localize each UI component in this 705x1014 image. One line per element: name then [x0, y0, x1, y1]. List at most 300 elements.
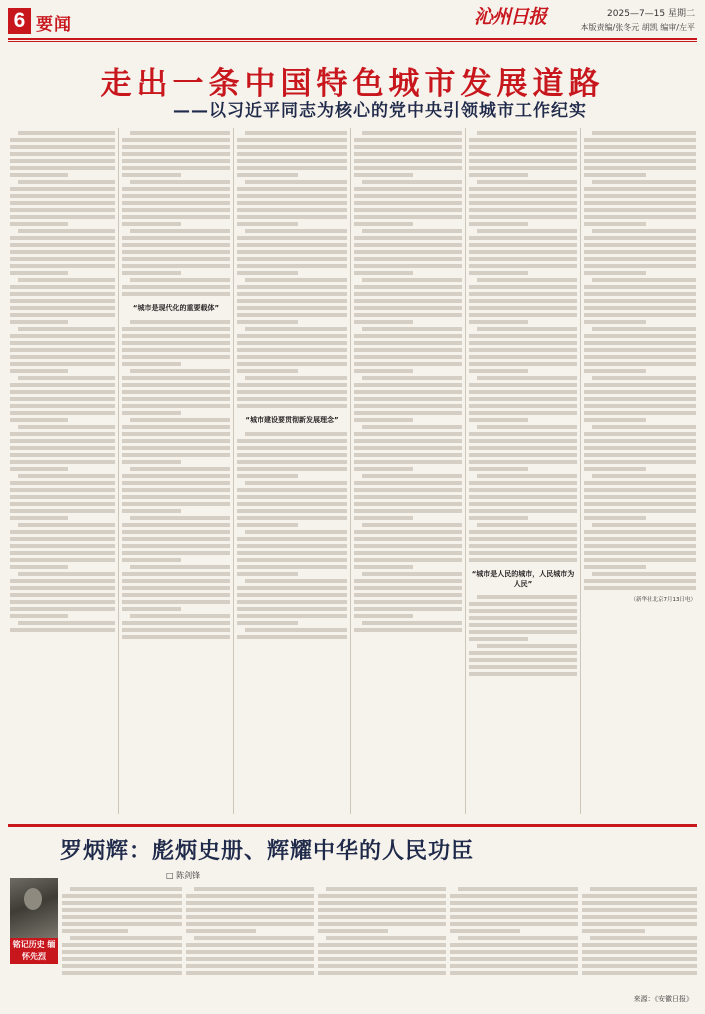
text-line	[354, 187, 462, 191]
text-line	[122, 208, 230, 212]
text-line	[122, 439, 230, 443]
text-line	[477, 474, 577, 478]
text-line	[10, 607, 115, 611]
text-line	[122, 404, 230, 408]
text-line	[584, 495, 696, 499]
text-line	[354, 614, 413, 618]
text-line	[237, 502, 347, 506]
text-line	[582, 894, 697, 898]
text-line	[354, 558, 462, 562]
text-line	[245, 432, 347, 436]
text-line	[10, 614, 68, 618]
text-line	[450, 950, 578, 954]
text-line	[62, 915, 182, 919]
text-line	[130, 565, 230, 569]
text-line	[122, 607, 181, 611]
text-line	[469, 516, 528, 520]
text-line	[354, 383, 462, 387]
text-line	[10, 488, 115, 492]
text-line	[237, 138, 347, 142]
text-line	[237, 516, 347, 520]
text-line	[354, 579, 462, 583]
text-line	[10, 362, 115, 366]
text-line	[469, 453, 577, 457]
text-line	[354, 453, 462, 457]
text-line	[122, 215, 230, 219]
text-line	[469, 264, 577, 268]
text-line	[354, 334, 462, 338]
text-line	[584, 502, 696, 506]
text-line	[122, 355, 230, 359]
text-line	[62, 957, 182, 961]
text-line	[10, 299, 115, 303]
text-line	[237, 614, 347, 618]
text-line	[237, 222, 298, 226]
text-line	[18, 278, 115, 282]
text-line	[469, 383, 577, 387]
text-line	[237, 152, 347, 156]
text-line	[122, 376, 230, 380]
text-line	[469, 630, 577, 634]
text-line	[10, 334, 115, 338]
text-line	[245, 229, 347, 233]
text-line	[469, 201, 577, 205]
text-line	[122, 460, 181, 464]
text-line	[469, 537, 577, 541]
text-line	[469, 236, 577, 240]
text-line	[122, 341, 230, 345]
text-line	[469, 623, 577, 627]
text-line	[354, 222, 413, 226]
text-line	[10, 446, 115, 450]
text-line	[10, 138, 115, 142]
text-line	[469, 166, 577, 170]
text-line	[10, 628, 115, 632]
text-line	[10, 453, 115, 457]
text-line	[237, 537, 347, 541]
text-line	[62, 894, 182, 898]
feature-headline: 罗炳辉：彪炳史册、辉耀中华的人民功臣	[60, 839, 475, 864]
text-line	[194, 936, 314, 940]
text-line	[237, 257, 347, 261]
text-line	[10, 194, 115, 198]
text-line	[584, 516, 646, 520]
text-line	[584, 411, 696, 415]
text-line	[10, 390, 115, 394]
text-line	[584, 341, 696, 345]
text-line	[237, 635, 347, 639]
text-line	[122, 488, 230, 492]
text-line	[62, 943, 182, 947]
text-line	[237, 145, 347, 149]
text-line	[122, 159, 230, 163]
text-line	[122, 334, 230, 338]
text-line	[362, 327, 462, 331]
text-line	[10, 187, 115, 191]
text-line	[245, 628, 347, 632]
text-line	[318, 957, 446, 961]
text-line	[62, 901, 182, 905]
text-line	[584, 537, 696, 541]
text-line	[10, 544, 115, 548]
text-line	[362, 131, 462, 135]
text-line	[122, 509, 181, 513]
text-line	[584, 138, 696, 142]
text-line	[584, 481, 696, 485]
text-line	[237, 362, 347, 366]
section-subheading: “城市建设要贯彻新发展理念”	[245, 416, 339, 424]
text-line	[469, 544, 577, 548]
text-line	[354, 390, 462, 394]
text-line	[354, 586, 462, 590]
text-line	[469, 665, 577, 669]
text-line	[584, 292, 696, 296]
text-line	[122, 327, 230, 331]
text-line	[582, 922, 697, 926]
text-line	[122, 243, 230, 247]
text-line	[122, 348, 230, 352]
text-line	[122, 551, 230, 555]
text-line	[318, 908, 446, 912]
text-line	[450, 922, 578, 926]
text-line	[130, 614, 230, 618]
text-line	[582, 964, 697, 968]
text-line	[18, 621, 115, 625]
text-line	[477, 523, 577, 527]
text-line	[469, 411, 577, 415]
text-line	[477, 376, 577, 380]
text-line	[245, 481, 347, 485]
text-line	[122, 600, 230, 604]
text-line	[237, 586, 347, 590]
text-line	[582, 915, 697, 919]
text-line	[318, 929, 388, 933]
text-line	[10, 411, 115, 415]
text-line	[237, 271, 298, 275]
text-line	[186, 901, 314, 905]
text-line	[237, 565, 347, 569]
text-line	[354, 411, 462, 415]
text-line	[10, 355, 115, 359]
wire-credit: （新华社北京7月13日电）	[630, 597, 696, 603]
text-line	[362, 278, 462, 282]
text-line	[584, 320, 646, 324]
text-line	[354, 306, 462, 310]
text-line	[237, 397, 347, 401]
text-line	[10, 579, 115, 583]
text-line	[477, 278, 577, 282]
text-line	[237, 215, 347, 219]
text-line	[237, 201, 347, 205]
text-line	[237, 607, 347, 611]
text-line	[10, 152, 115, 156]
text-line	[469, 404, 577, 408]
editor-credits: 本版责编/张冬元 胡凯 编审/左平	[580, 23, 695, 32]
text-line	[318, 915, 446, 919]
text-line	[584, 383, 696, 387]
text-line	[592, 327, 696, 331]
text-line	[122, 257, 230, 261]
text-line	[18, 180, 115, 184]
text-line	[18, 376, 115, 380]
text-line	[592, 572, 696, 576]
text-line	[469, 488, 577, 492]
text-line	[450, 943, 578, 947]
text-line	[584, 418, 646, 422]
text-line	[590, 936, 697, 940]
text-line	[354, 607, 462, 611]
text-line	[469, 551, 577, 555]
text-line	[130, 320, 230, 324]
text-line	[354, 159, 462, 163]
text-line	[10, 565, 68, 569]
text-line	[584, 460, 696, 464]
text-line	[592, 523, 696, 527]
text-line	[237, 404, 347, 408]
text-line	[469, 348, 577, 352]
text-line	[469, 138, 577, 142]
section-subheading: “城市是人民的城市，人民城市为人民”	[471, 570, 575, 588]
text-line	[477, 644, 577, 648]
text-line	[584, 215, 696, 219]
body-column-1	[10, 128, 115, 814]
text-line	[237, 250, 347, 254]
feature-author: □ 陈剑锋	[166, 871, 201, 880]
text-line	[10, 600, 115, 604]
text-line	[237, 495, 347, 499]
text-line	[10, 432, 115, 436]
text-line	[354, 236, 462, 240]
text-line	[10, 306, 115, 310]
text-line	[237, 264, 347, 268]
text-line	[122, 222, 181, 226]
text-line	[354, 502, 462, 506]
text-line	[354, 418, 413, 422]
text-line	[10, 502, 115, 506]
text-line	[354, 565, 413, 569]
column-rule	[118, 128, 119, 814]
text-line	[584, 565, 646, 569]
text-line	[186, 922, 314, 926]
text-line	[469, 222, 528, 226]
text-line	[469, 509, 577, 513]
text-line	[354, 194, 462, 198]
text-line	[469, 651, 577, 655]
text-line	[122, 558, 181, 562]
text-line	[469, 602, 577, 606]
text-line	[10, 264, 115, 268]
text-line	[130, 467, 230, 471]
text-line	[477, 595, 577, 599]
text-line	[469, 481, 577, 485]
text-line	[354, 628, 462, 632]
text-line	[62, 908, 182, 912]
text-line	[469, 341, 577, 345]
text-line	[245, 180, 347, 184]
text-line	[584, 432, 696, 436]
text-line	[237, 509, 347, 513]
text-line	[354, 299, 462, 303]
text-line	[469, 658, 577, 662]
text-line	[237, 341, 347, 345]
section-title: 要闻	[36, 15, 72, 35]
text-line	[10, 439, 115, 443]
text-line	[458, 936, 578, 940]
text-line	[584, 579, 696, 583]
text-line	[469, 530, 577, 534]
text-line	[237, 467, 347, 471]
text-line	[584, 145, 696, 149]
text-line	[354, 544, 462, 548]
memorial-badge: 铭记历史 缅怀先烈	[10, 938, 58, 964]
text-line	[354, 138, 462, 142]
text-line	[592, 376, 696, 380]
text-line	[122, 481, 230, 485]
text-line	[584, 173, 646, 177]
text-line	[584, 390, 696, 394]
text-line	[10, 285, 115, 289]
text-line	[237, 544, 347, 548]
article-subheadline: ——以习近平同志为核心的党中央引领城市工作纪实	[173, 101, 587, 121]
text-line	[186, 915, 314, 919]
text-line	[318, 950, 446, 954]
page-number: 6	[8, 8, 31, 34]
text-line	[10, 383, 115, 387]
text-line	[469, 306, 577, 310]
text-line	[237, 348, 347, 352]
text-line	[237, 390, 347, 394]
text-line	[237, 236, 347, 240]
text-line	[469, 439, 577, 443]
text-line	[10, 593, 115, 597]
text-line	[362, 621, 462, 625]
text-line	[469, 334, 577, 338]
text-line	[245, 579, 347, 583]
text-line	[237, 306, 347, 310]
text-line	[469, 194, 577, 198]
text-line	[130, 131, 230, 135]
text-line	[584, 285, 696, 289]
text-line	[354, 250, 462, 254]
text-line	[469, 187, 577, 191]
text-line	[122, 474, 230, 478]
text-line	[70, 887, 182, 891]
text-line	[592, 131, 696, 135]
feature-column-3	[318, 884, 446, 1004]
text-line	[237, 600, 347, 604]
text-line	[237, 320, 298, 324]
text-line	[354, 285, 462, 289]
text-line	[122, 544, 230, 548]
text-line	[469, 215, 577, 219]
text-line	[584, 530, 696, 534]
text-line	[582, 950, 697, 954]
text-line	[354, 439, 462, 443]
text-line	[122, 236, 230, 240]
text-line	[10, 495, 115, 499]
text-line	[10, 173, 68, 177]
text-line	[10, 257, 115, 261]
text-line	[10, 292, 115, 296]
text-line	[469, 460, 577, 464]
page-header	[0, 0, 705, 48]
feature-column-5	[582, 884, 697, 1004]
text-line	[477, 180, 577, 184]
text-line	[584, 159, 696, 163]
text-line	[354, 348, 462, 352]
text-line	[354, 341, 462, 345]
text-line	[354, 208, 462, 212]
text-line	[122, 187, 230, 191]
text-line	[469, 558, 577, 562]
text-line	[122, 397, 230, 401]
text-line	[354, 467, 413, 471]
text-line	[592, 425, 696, 429]
text-line	[354, 495, 462, 499]
text-line	[354, 320, 413, 324]
text-line	[584, 152, 696, 156]
body-column-3	[237, 128, 347, 814]
text-line	[122, 621, 230, 625]
text-line	[122, 537, 230, 541]
text-line	[354, 488, 462, 492]
text-line	[354, 509, 462, 513]
text-line	[122, 579, 230, 583]
text-line	[130, 180, 230, 184]
text-line	[122, 194, 230, 198]
text-line	[130, 418, 230, 422]
text-line	[122, 145, 230, 149]
text-line	[237, 313, 347, 317]
text-line	[237, 187, 347, 191]
text-line	[122, 411, 181, 415]
text-line	[584, 194, 696, 198]
text-line	[354, 173, 413, 177]
text-line	[318, 922, 446, 926]
text-line	[122, 572, 230, 576]
text-line	[584, 404, 696, 408]
text-line	[584, 264, 696, 268]
text-line	[10, 313, 115, 317]
text-line	[469, 432, 577, 436]
text-line	[584, 558, 696, 562]
text-line	[10, 215, 115, 219]
text-line	[469, 355, 577, 359]
text-line	[186, 929, 256, 933]
text-line	[469, 257, 577, 261]
text-line	[582, 908, 697, 912]
text-line	[10, 348, 115, 352]
text-line	[130, 229, 230, 233]
text-line	[469, 390, 577, 394]
text-line	[122, 495, 230, 499]
text-line	[130, 278, 230, 282]
text-line	[354, 600, 462, 604]
body-column-6	[584, 128, 696, 814]
text-line	[582, 957, 697, 961]
text-line	[354, 313, 462, 317]
text-line	[477, 425, 577, 429]
text-line	[62, 922, 182, 926]
text-line	[10, 145, 115, 149]
text-line	[354, 369, 413, 373]
text-line	[469, 672, 577, 676]
text-line	[10, 159, 115, 163]
text-line	[18, 131, 115, 135]
text-line	[62, 950, 182, 954]
section-subheading: “城市是现代化的重要载体”	[132, 304, 220, 312]
feature-column-1	[62, 884, 182, 1004]
